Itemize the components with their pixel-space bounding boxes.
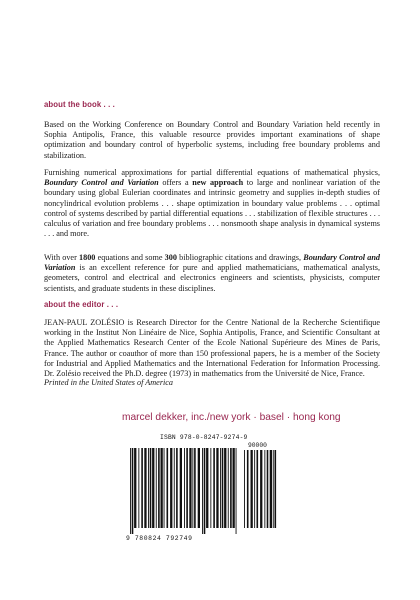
barcode-bar (167, 448, 169, 528)
barcode-bar (132, 448, 134, 534)
barcode-bar (174, 448, 175, 528)
barcode-bar (186, 448, 188, 528)
barcode-bar (216, 448, 218, 528)
barcode-bar (176, 448, 178, 528)
barcode-bar (202, 448, 203, 534)
barcode-bar (206, 448, 208, 528)
about-book-paragraph-3: With over 1800 equations and some 300 bibliographic citations and drawings, Boundary Control and Variation is an excellent reference for pure and applied mathematicians, mathematical analysts, geometers, control and electrical and electronics engineers and scientists, physicists, computer scientists, and graduate students in these disciplines. (44, 253, 381, 293)
barcode-bar (144, 448, 146, 528)
barcode-addon-bars (244, 450, 278, 534)
barcode-bar (213, 448, 215, 528)
barcode-bar (156, 448, 157, 528)
barcode-digits: 9 780824 792749 (126, 535, 193, 542)
barcode (124, 434, 280, 558)
barcode-bar (150, 448, 152, 528)
barcode-bar (251, 450, 253, 528)
barcode-bar (141, 448, 143, 528)
barcode-bar (273, 450, 274, 528)
barcode-bar (204, 448, 206, 534)
barcode-bar (158, 448, 160, 528)
barcode-bar (189, 448, 191, 528)
barcode-bar (224, 448, 226, 528)
barcode-addon-number: 90000 (248, 442, 267, 449)
barcode-bar (180, 448, 182, 528)
barcode-bar (134, 448, 136, 528)
barcode-bar (264, 450, 265, 528)
barcode-bar (230, 448, 232, 528)
book-title: Boundary Control and Variation (44, 178, 159, 188)
barcode-bar (152, 448, 154, 528)
barcode-bar (270, 450, 272, 528)
barcode-bar (138, 448, 139, 528)
barcode-bar (275, 450, 277, 528)
barcode-bar (170, 448, 172, 528)
barcode-bar (194, 448, 196, 528)
about-editor-heading: about the editor . . . (44, 300, 119, 309)
barcode-bar (222, 448, 224, 528)
barcode-bar (236, 448, 237, 534)
barcode-bar (247, 450, 249, 528)
barcode-bar (260, 450, 262, 528)
barcode-bar (228, 448, 229, 528)
about-editor-paragraph: JEAN-PAUL ZOLÉSIO is Research Director for the Centre National de la Recherche Scientifique working in the Institut Non Linéaire de Nice, Sophia Antipolis, France, and Scientific Consultant at the Applied Mathematics Research Center of the Ecole National Supérieure des Mines de Paris, France. The author or coauthor of more than 150 professional papers, he is a member of the Society for Industrial and Applied Mathematics and the International Federation for Information Processing. Dr. Zolésio received the Ph.D. degree (1973) in mathematics from the Université de Nice, France. (44, 318, 380, 379)
barcode-bar (220, 448, 221, 528)
barcode-bar (192, 448, 193, 528)
barcode-bar (244, 450, 245, 528)
barcode-bar (254, 450, 255, 528)
barcode-bar (184, 448, 185, 528)
barcode-bar (267, 450, 269, 528)
printed-in-note: Printed in the United States of America (44, 378, 174, 387)
book-title: Boundary Control and Variation (44, 253, 381, 273)
barcode-bar (233, 448, 235, 528)
barcode-bar (257, 450, 259, 528)
barcode-bar (210, 448, 211, 528)
about-book-paragraph-1: Based on the Working Conference on Boundary Control and Boundary Variation held recently in Sophia Antipolis, France, this valuable resource provides important examinations of shape optimization and boundary control of hyperbolic systems, including free boundary problems and stabilization. (44, 120, 380, 160)
about-book-paragraph-2: Furnishing numerical approximations for partial differential equations of mathematical physics, Boundary Control and Variation offers a new approach to large and nonlinear variation of the boundary using global Eulerian coordinates and intrinsic geometry and supplies in-depth studies of noncylindrical evolution problems . . . shape optimization in boundary value problems . . . optimal control of systems described by partial differential equations . . . stabilization of flexible structures . . . calculus of variation and free boundary problems . . . nonsmooth shape analysis in dynamical systems . . . and more. (44, 168, 380, 239)
isbn-label: ISBN 978-0-8247-9274-9 (160, 434, 248, 441)
about-book-heading: about the book . . . (44, 100, 115, 109)
barcode-bar (161, 448, 163, 528)
barcode-bar (148, 448, 149, 528)
barcode-main-bars (130, 448, 240, 536)
publisher-line: marcel dekker, inc./new york · basel · hong kong (122, 412, 341, 423)
barcode-bar (198, 448, 200, 528)
barcode-bar (130, 448, 131, 534)
barcode-bar (164, 448, 165, 528)
